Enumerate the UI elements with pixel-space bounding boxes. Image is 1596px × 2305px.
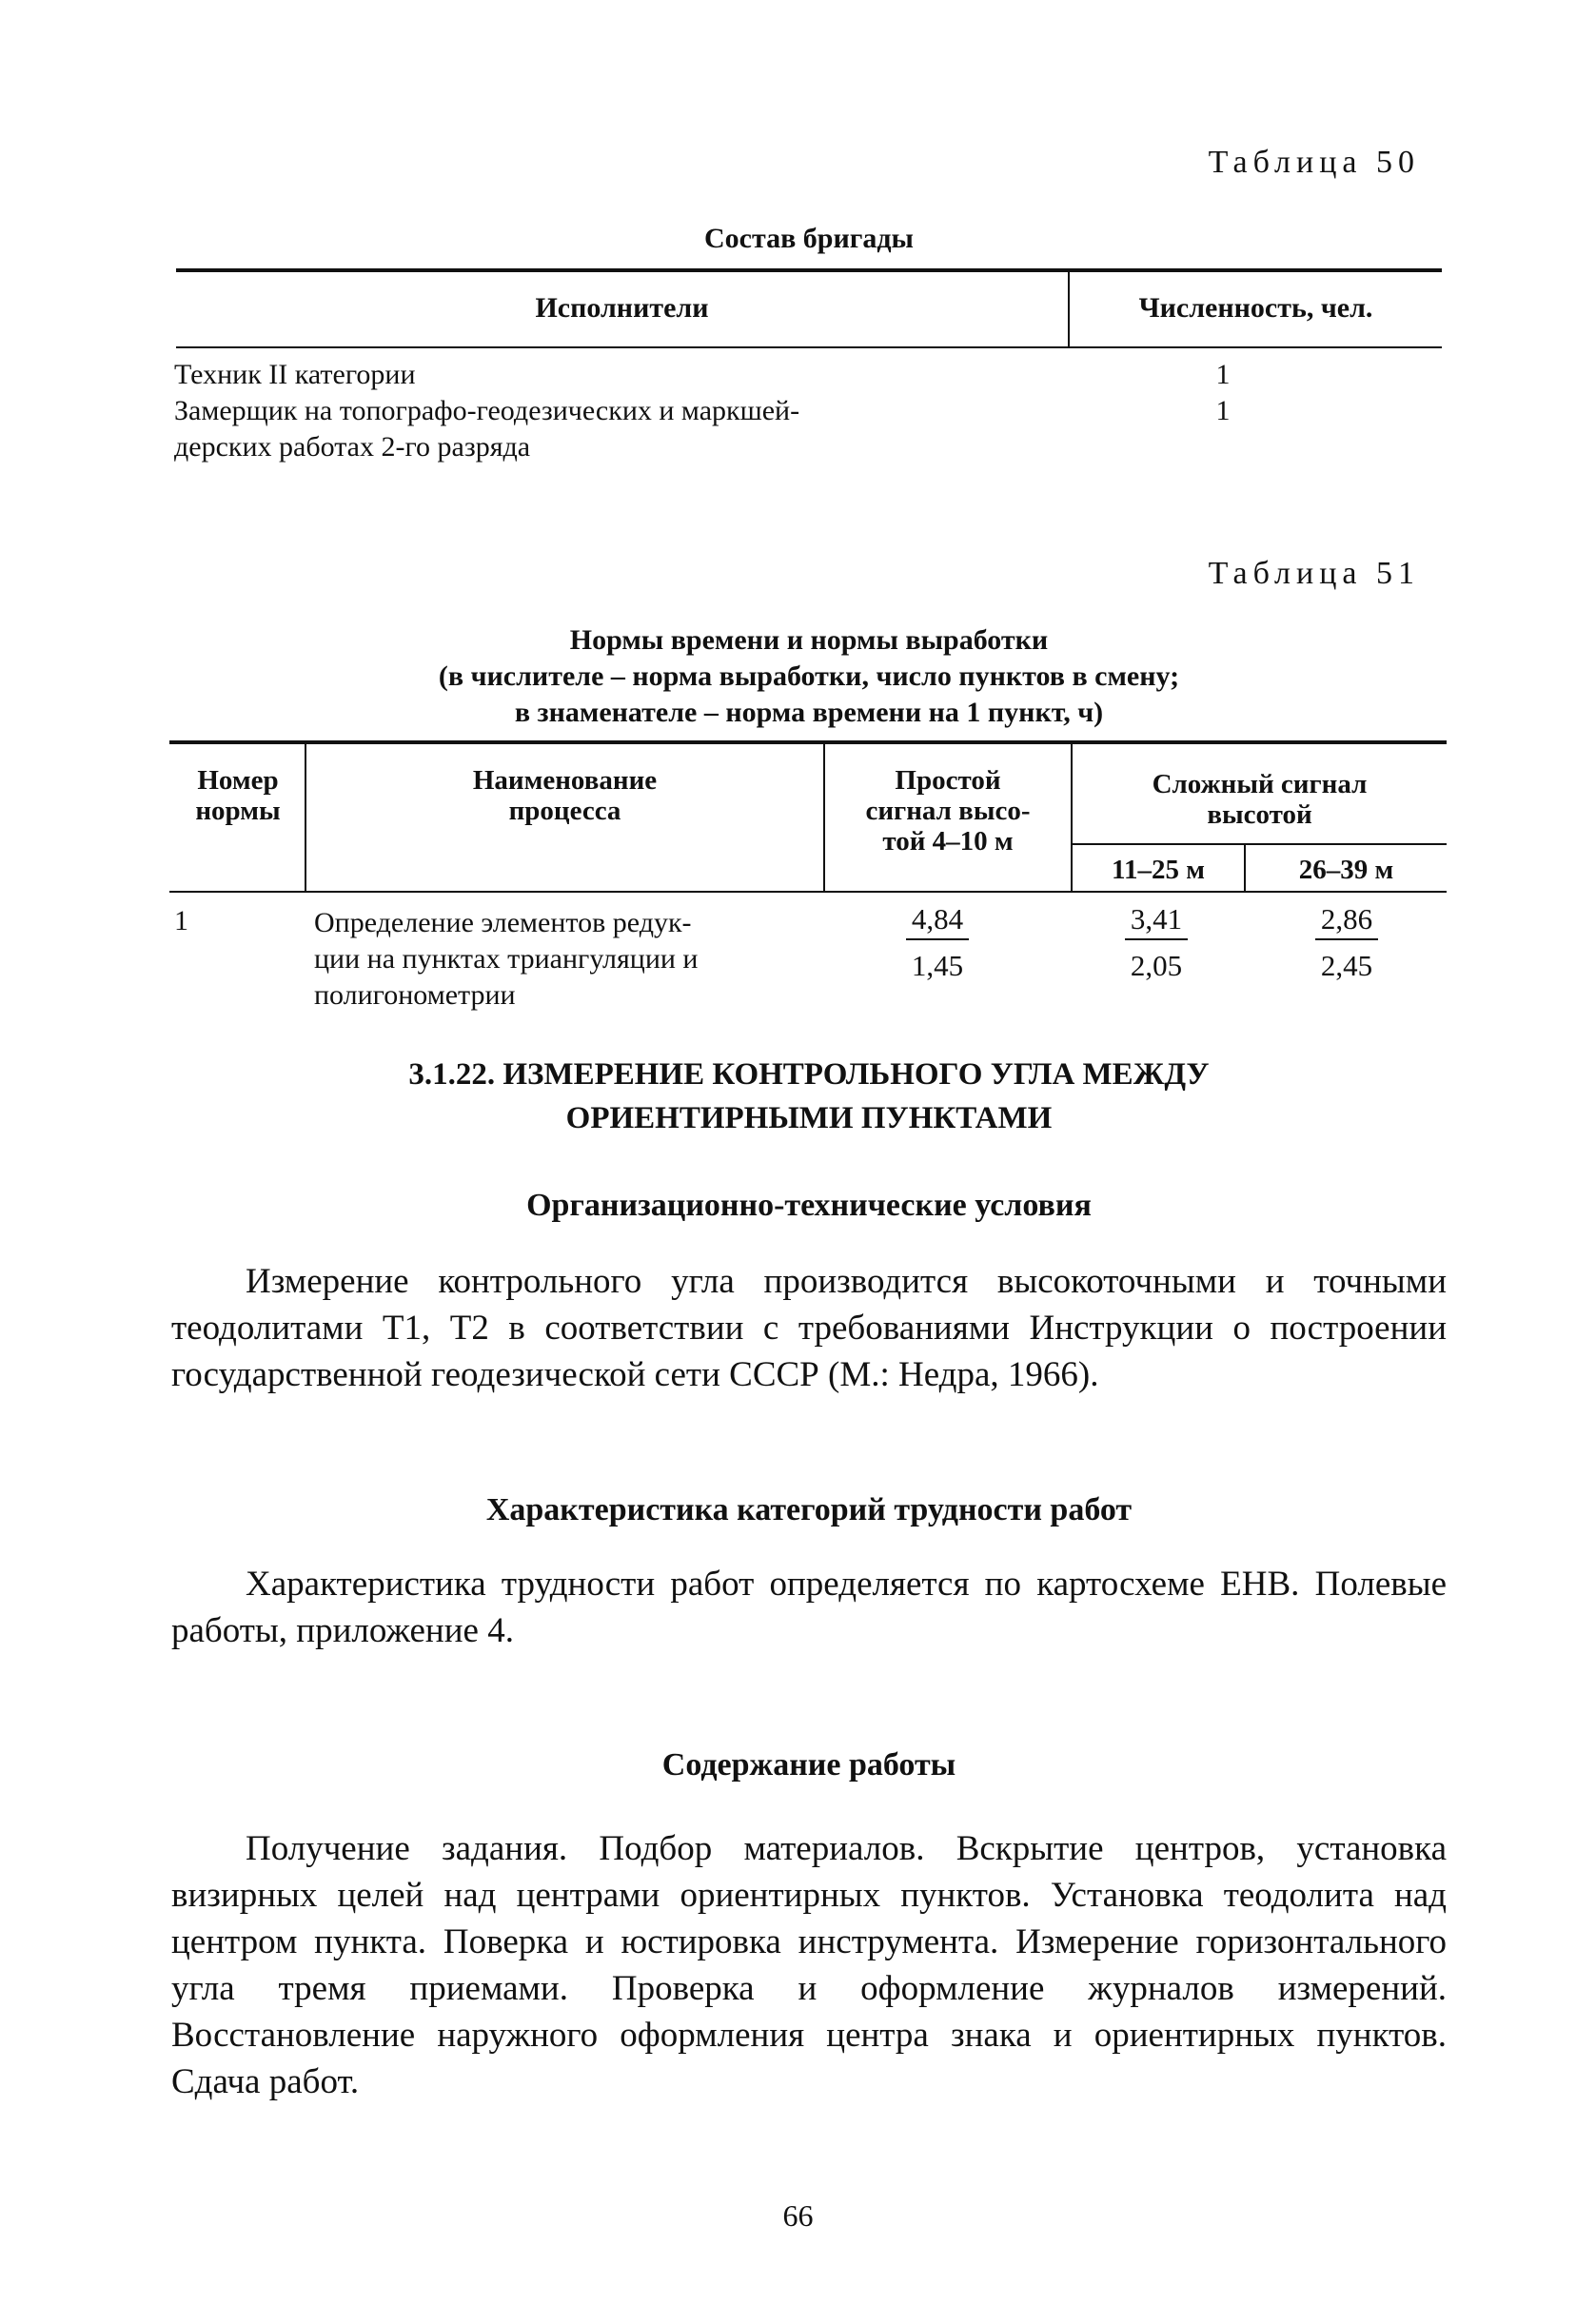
paragraph-work-content: Получение задания. Подбор материалов. Вскрытие центров, установка визирных целей над центрами ориентирных пунктов. Установка теодолита над центром пункта. Поверка и юстировка инструмента. Измерение горизонтального угла тремя приемами. Проверка и оформление журналов измерений. Восстановление наружного оформления центра знака и ориентирных пунктов. Сдача работ. xyxy=(171,1829,1447,2101)
table-51-header-complex-line2: высотой xyxy=(1207,799,1312,830)
table-51-complex1-value xyxy=(1085,900,1228,986)
table-51-simple-value xyxy=(866,900,1009,986)
table-50-header-performers: Исполнители xyxy=(535,292,709,324)
table-50-row-1-count: 1 xyxy=(1215,359,1231,390)
table-51-row-number: 1 xyxy=(174,905,188,936)
table-51-label: Таблица 51 xyxy=(1208,556,1420,591)
table-50-label: Таблица 50 xyxy=(1208,145,1420,180)
table-51-title-line3: в знаменателе – норма времени на 1 пункт, ч) xyxy=(514,697,1104,728)
table-51-header-process xyxy=(306,765,823,826)
paragraph-difficulty-categories: Характеристика трудности работ определяется по картосхеме ЕНВ. Полевые работы, приложение 4. xyxy=(171,1565,1447,1650)
table-51-sub-header-rule xyxy=(1071,843,1447,845)
table-50-row-2-name-line2: дерских работах 2-го разряда xyxy=(174,431,531,463)
table-50-title: Состав бригады xyxy=(704,223,914,254)
table-51-complex2-value xyxy=(1275,900,1418,986)
table-51-header-simple-line2: сигнал высо- xyxy=(865,796,1031,826)
subheading-organizational-conditions: Организационно-технические условия xyxy=(526,1188,1092,1223)
page-number: 66 xyxy=(782,2198,814,2233)
table-51-row-process-line3: полигонометрии xyxy=(314,979,516,1011)
table-51-header-simple-line3: той 4–10 м xyxy=(882,826,1014,857)
table-50-top-rule xyxy=(176,268,1442,272)
table-51-header-process-line1: Наименование xyxy=(472,765,658,796)
table-50-row-1-name: Техник II категории xyxy=(174,359,416,390)
table-51-row-process-line2: ции на пунктах триангуляции и xyxy=(314,943,699,975)
table-51-header-process-line2: процесса xyxy=(508,796,621,826)
simple-norm-time: 1,45 xyxy=(911,949,964,982)
table-51-title-line1: Нормы времени и нормы выработки xyxy=(569,624,1049,656)
table-51-title-line2: (в числителе – норма выработки, число пунктов в смену; xyxy=(438,660,1180,692)
table-51-header-complex-line1: Сложный сигнал xyxy=(1152,769,1368,799)
table-51-header-complex xyxy=(1073,769,1447,830)
table-51-header-rule xyxy=(169,891,1447,893)
table-51-top-rule xyxy=(169,740,1447,744)
simple-norm-output: 4,84 xyxy=(906,900,969,940)
table-50-header-rule xyxy=(176,346,1442,348)
subheading-difficulty-categories: Характеристика категорий трудности работ xyxy=(485,1492,1133,1527)
table-50-row-2-name-line1: Замерщик на топографо-геодезических и маркшей- xyxy=(174,395,800,426)
table-51-header-simple-line1: Простой xyxy=(895,765,1001,796)
complex1-norm-time: 2,05 xyxy=(1130,949,1183,982)
complex1-norm-output: 3,41 xyxy=(1125,900,1188,940)
table-51-header-complex-sub2: 26–39 м xyxy=(1298,855,1394,885)
table-51-header-norm xyxy=(171,765,305,826)
subheading-work-content: Содержание работы xyxy=(661,1747,956,1783)
section-title-line1: 3.1.22. ИЗМЕРЕНИЕ КОНТРОЛЬНОГО УГЛА МЕЖДУ xyxy=(408,1057,1210,1092)
table-50-row-2-count: 1 xyxy=(1215,395,1231,426)
table-51-header-simple xyxy=(825,765,1071,857)
table-50-header-count: Численность, чел. xyxy=(1138,292,1373,324)
complex2-norm-output: 2,86 xyxy=(1315,900,1378,940)
paragraph-organizational-conditions: Измерение контрольного угла производится высокоточными и точными теодолитами Т1, Т2 в соответствии с требованиями Инструкции о построении государственной геодезической сети СССР (М.: Недра, 1966). xyxy=(171,1262,1447,1394)
section-title-line2: ОРИЕНТИРНЫМИ ПУНКТАМИ xyxy=(565,1101,1053,1135)
complex2-norm-time: 2,45 xyxy=(1320,949,1373,982)
table-51-header-norm-line1: Номер xyxy=(197,765,279,796)
table-51-row-process-line1: Определение элементов редук- xyxy=(314,907,692,938)
table-51-header-norm-line2: нормы xyxy=(195,796,281,826)
table-51-header-complex-sub1: 11–25 м xyxy=(1112,855,1205,885)
